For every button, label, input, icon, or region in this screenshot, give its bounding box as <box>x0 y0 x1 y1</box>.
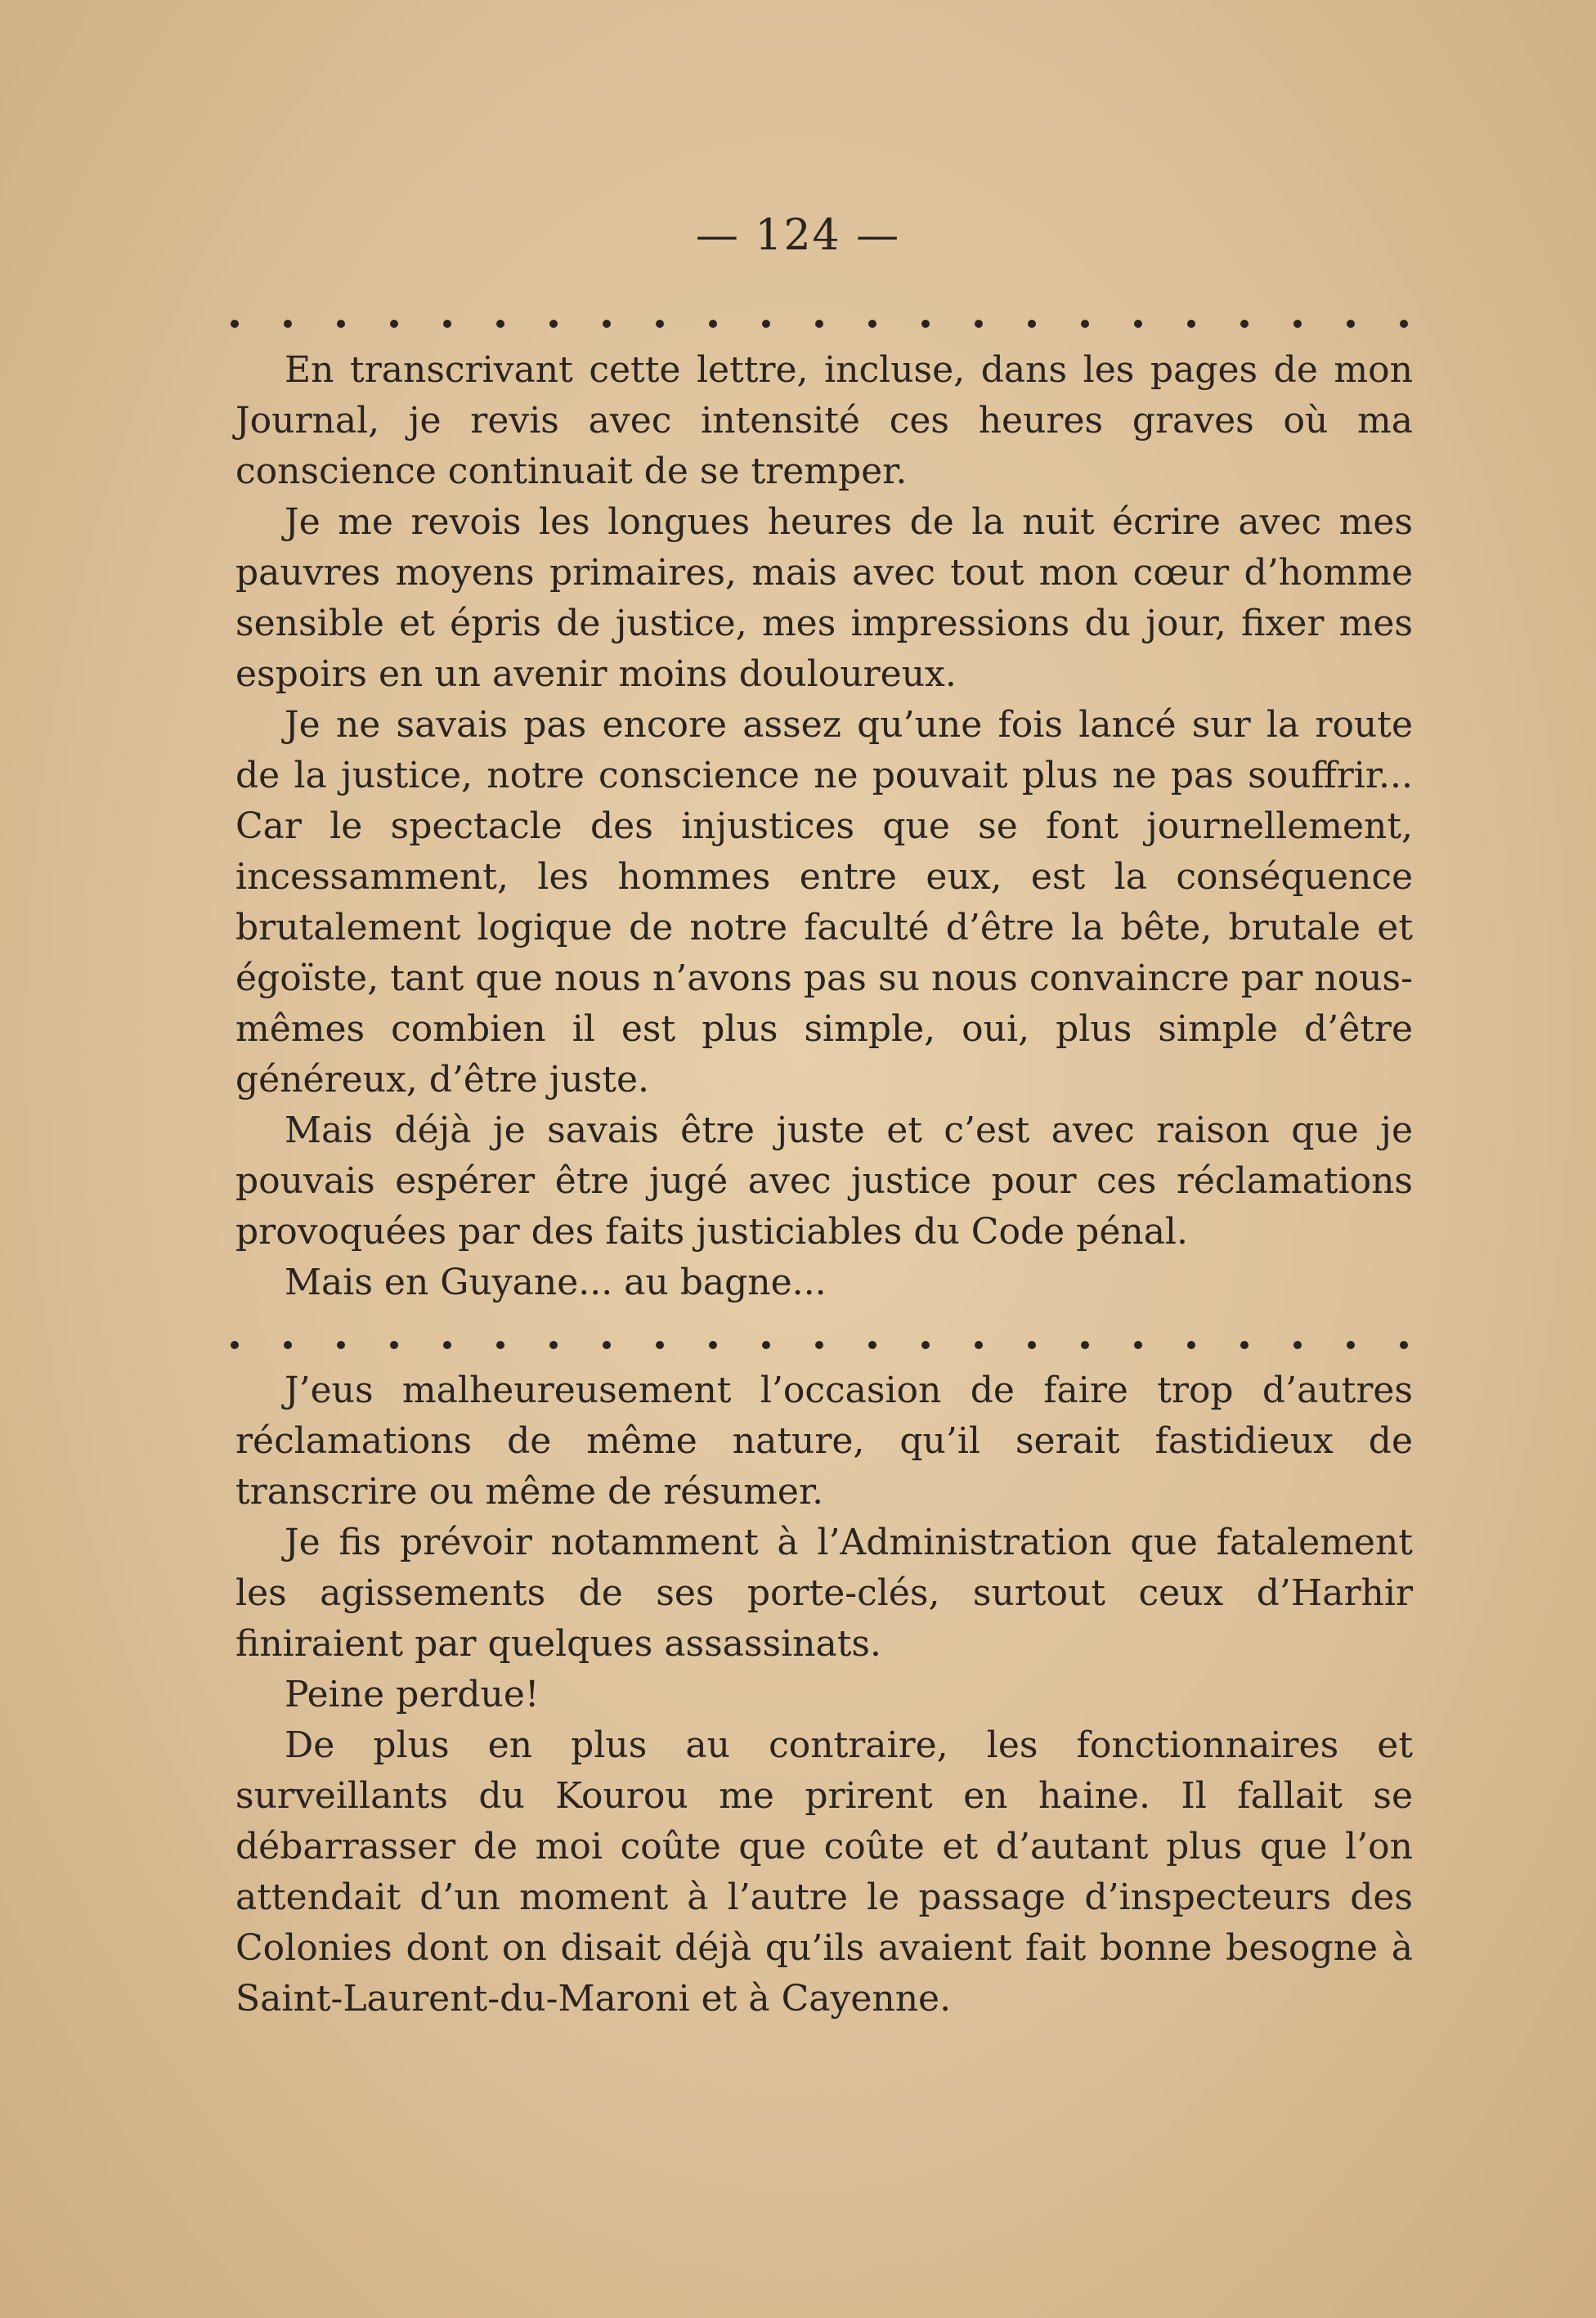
paragraph: Mais en Guyane... au bagne... <box>285 1262 827 1303</box>
paragraph: De plus en plus au contraire, les fonctionnaires et surveillants du Kourou me prirent en haine. Il fallait se débarrasser de moi coûte que coûte et d’autant plus que l’on attendait d’un moment à l’autre le passage d’inspecteurs des Colonies dont on disait déjà qu’ils avaient fait bonne besogne à Saint-Laurent-du-Maroni et à Cayenne. <box>235 1724 1413 2020</box>
paragraph: En transcrivant cette lettre, incluse, dans les pages de mon Journal, je revis avec intensité ces heures graves où ma conscience continuait de se tremper. <box>235 349 1413 492</box>
text-section-2 <box>235 1365 1413 2024</box>
paragraph: J’eus malheureusement l’occasion de faire trop d’autres réclamations de même nature, qu’il serait fastidieux de transcrire ou même de résumer. <box>235 1370 1413 1513</box>
paragraph: Je fis prévoir notamment à l’Administration que fatalement les agissements de ses porte-clés, surtout ceux d’Harhir finiraient par quelques assassinats. <box>235 1522 1413 1665</box>
paragraph: Mais déjà je savais être juste et c’est avec raison que je pouvais espérer être jugé avec justice pour ces réclamations provoquées par des faits justiciables du Code pénal. <box>235 1110 1413 1253</box>
ellipsis-dots-middle <box>231 1341 1408 1349</box>
paragraph: Je ne savais pas encore assez qu’une fois lancé sur la route de la justice, notre conscience ne pouvait plus ne pas souffrir... Car le spectacle des injustices que se font journellement, incessamment, les hommes entre eux, est la conséquence brutalement logique de notre faculté d’être la bête, brutale et égoïste, tant que nous n’avons pas su nous convaincre par nous-mêmes combien il est plus simple, oui, plus simple d’être généreux, d’être juste. <box>235 704 1413 1101</box>
page-number: — 124 — <box>695 211 901 260</box>
paragraph: Peine perdue! <box>285 1674 540 1715</box>
ellipsis-dots-top <box>231 320 1408 328</box>
paragraph: Je me revois les longues heures de la nuit écrire avec mes pauvres moyens primaires, mais avec tout mon cœur d’homme sensible et épris de justice, mes impressions du jour, fixer mes espoirs en un avenir moins douloureux. <box>235 501 1413 695</box>
text-section-1 <box>235 345 1413 1308</box>
